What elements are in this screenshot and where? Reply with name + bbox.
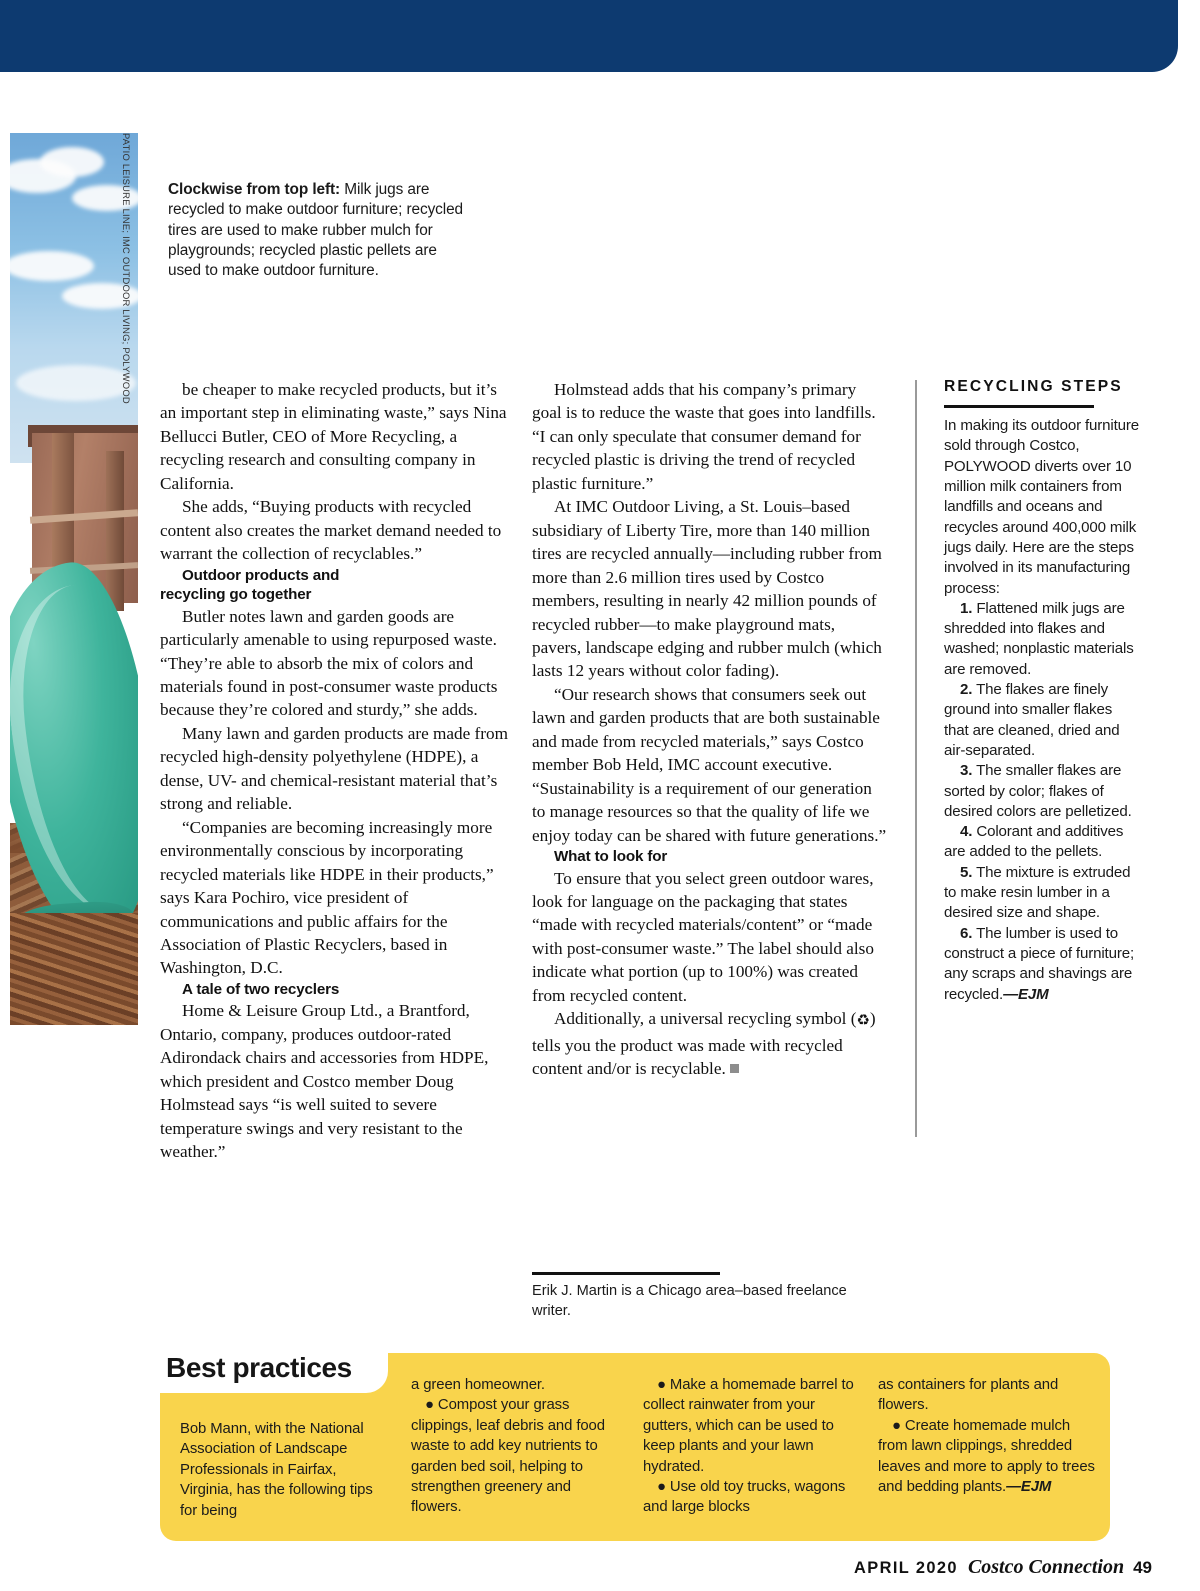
footer-page-number: 49 [1133, 1558, 1152, 1577]
step-number: 1. [960, 599, 973, 617]
sidebar-recycling-steps [944, 378, 1140, 1005]
sidebar-step-5 [944, 863, 1140, 924]
best-practices-column-0 [180, 1419, 388, 1521]
author-byline: Erik J. Martin is a Chicago area–based freelance writer. [532, 1283, 847, 1319]
end-of-article-mark [730, 1064, 739, 1073]
paragraph: At IMC Outdoor Living, a St. Louis–based subsidiary of Liberty Tire, more than 140 million tires are recycled annually—including rubber from more than 2.6 million tires used by Costco members, resulting in nearly 42 million pounds of recycled rubber—to make playground mats, pavers, landscape edging and rubber mulch (which lasts 12 years without color fading). [532, 497, 882, 681]
bp-bullet-compost: ● Compost your grass clippings, leaf debris and food waste to add key nutrients to garden bed soil, helping to strengthen greenery and flowers. [411, 1397, 605, 1516]
photo-cloud [40, 147, 104, 177]
paragraph-part-pre: Additionally, a universal recycling symbol ( [554, 1009, 857, 1029]
step-text: The lumber is used to construct a piece of furniture; any scraps and shavings are recycled. [944, 924, 1134, 1003]
paragraph-recycling-symbol [532, 1007, 888, 1080]
sidebar-title-divider [944, 405, 1094, 408]
photo-rubber-mulch-ground [10, 913, 138, 1025]
recycle-icon: ♻ [856, 1013, 870, 1030]
bp-bullet-toy-trucks: ● Use old toy trucks, wagons and large blocks [643, 1479, 846, 1516]
sidebar-step-1 [944, 599, 1140, 680]
bp-bullet-mulch [878, 1416, 1096, 1498]
footer-issue-date: APRIL 2020 [854, 1559, 958, 1577]
paragraph: Butler notes lawn and garden goods are particularly amenable to using repurposed waste. “They’re able to absorb the mix of colors and materials found in post-consumer waste products because they’re colored and sturdy,” she adds. [160, 606, 498, 720]
photo-credit: PATIO LEISURE LINE; IMC OUTDOOR LIVING; POLYWOOD [121, 133, 132, 404]
sidebar-step-6 [944, 924, 1140, 1005]
step-number: 3. [960, 762, 973, 780]
step-number: 6. [960, 924, 973, 942]
bp-intro-continued: a green homeowner. [411, 1377, 545, 1393]
sidebar-step-4 [944, 822, 1140, 863]
step-text: The smaller flakes are sorted by color; flakes of desired colors are pelletized. [944, 762, 1132, 820]
sidebar-intro: In making its outdoor furniture sold through Costco, POLYWOOD diverts over 10 million milk containers from landfills and oceans and recycles around 400,000 milk jugs daily. Here are the steps involved in its manufacturing process: [944, 417, 1140, 597]
paragraph: Many lawn and garden products are made from recycled high-density polyethylene (HDPE), a dense, UV- and chemical-resistant material that’s strong and reliable. [160, 723, 508, 814]
best-practices-column-3 [878, 1375, 1096, 1497]
bp-bullet-rain-barrel: ● Make a homemade barrel to collect rainwater from your gutters, which can be used to keep plants and your lawn hydrated. [643, 1377, 854, 1475]
bp-bullet-mulch-text: ● Create homemade mulch from lawn clippings, shredded leaves and more to apply to trees and bedding plants. [878, 1417, 1095, 1496]
page-footer [0, 1556, 1176, 1579]
step-text: Colorant and additives are added to the pellets. [944, 823, 1124, 861]
bp-bullet-toy-trucks-continued: as containers for plants and flowers. [878, 1377, 1059, 1414]
top-header-bar [0, 0, 1178, 72]
subhead-outdoor-products: Outdoor products and recycling go together [160, 566, 340, 604]
caption-body: Milk jugs are recycled to make outdoor furniture; recycled tires are used to make rubber mulch for playgrounds; recycled plastic pellets are used to make outdoor furniture. [168, 181, 464, 280]
sidebar-step-2 [944, 680, 1140, 761]
paragraph: Home & Leisure Group Ltd., a Brantford, Ontario, company, produces outdoor-rated Adirondack chairs and accessories from HDPE, which president and Costco member Doug Holmstead says “is well suited to severe temperature swings and very resistant to the weather.” [160, 1001, 489, 1162]
step-text: The flakes are finely ground into smaller flakes that are cleaned, dried and air-separated. [944, 681, 1120, 759]
paragraph: “Companies are becoming increasingly more environmentally conscious by incorporating recycled materials like HDPE in their products,” says Kara Pochiro, vice president of communications and public affairs for the Association of Plastic Recyclers, based in Washington, D.C. [160, 817, 494, 978]
paragraph: be cheaper to make recycled products, but it’s an important step in eliminating waste,” says Nina Bellucci Butler, CEO of More Recycling, a recycling research and consulting company in California. [160, 380, 507, 493]
paragraph: Holmstead adds that his company’s primary goal is to reduce the waste that goes into landfills. “I can only speculate that consumer demand for recycled plastic is driving the trend of recycled plastic furniture.” [532, 380, 876, 493]
bp-intro: Bob Mann, with the National Association of Landscape Professionals in Fairfax, Virginia, has the following tips for being [180, 1421, 373, 1519]
step-number: 2. [960, 681, 973, 699]
best-practices-title: Best practices [166, 1352, 352, 1383]
caption-lead: Clockwise from top left: [168, 181, 341, 198]
footer-magazine-name: Costco Connection [967, 1556, 1125, 1578]
paragraph-part-post: ) tells you the product was made with recycled content and/or is recyclable. [532, 1009, 876, 1079]
paragraph: To ensure that you select green outdoor wares, look for language on the packaging that states “made with recycled materials/content” or “made with post-consumer waste.” The label should also indicate what portion (up to 100%) was created from recycled content. [532, 868, 874, 1005]
photo-cloud [16, 365, 136, 401]
bp-credit: —EJM [1006, 1479, 1052, 1496]
photo-playset-post [106, 451, 124, 611]
sidebar-credit: —EJM [1003, 985, 1049, 1003]
subhead-two-recyclers: A tale of two recyclers [182, 980, 340, 998]
sidebar-vertical-rule [915, 380, 917, 1137]
paragraph: “Our research shows that consumers seek out lawn and garden products that are both sustainable and made from recycled materials,” says Costco member Bob Held, IMC account executive. “Sustainability is a requirement of our generation to manage resources so that the quality of life we enjoy today can be shared with future generations.” [532, 684, 887, 845]
best-practices-column-2 [643, 1375, 859, 1518]
step-text: The mixture is extruded to make resin lumber in a desired size and shape. [944, 863, 1131, 922]
step-number: 4. [960, 823, 973, 841]
byline-divider [532, 1272, 720, 1275]
sidebar-step-3 [944, 761, 1140, 822]
best-practices-column-1 [411, 1375, 623, 1518]
step-number: 5. [960, 863, 973, 881]
step-text: Flattened milk jugs are shredded into flakes and washed; nonplastic materials are removed. [944, 599, 1134, 678]
subhead-what-to-look-for: What to look for [554, 848, 668, 866]
article-column-2 [532, 378, 888, 1081]
paragraph: She adds, “Buying products with recycled content also creates the market demand needed to warrant the collection of recyclables.” [160, 497, 502, 564]
article-column-1 [160, 378, 508, 1164]
photo-caption [168, 180, 468, 281]
sidebar-title: RECYCLING STEPS [944, 378, 1123, 395]
